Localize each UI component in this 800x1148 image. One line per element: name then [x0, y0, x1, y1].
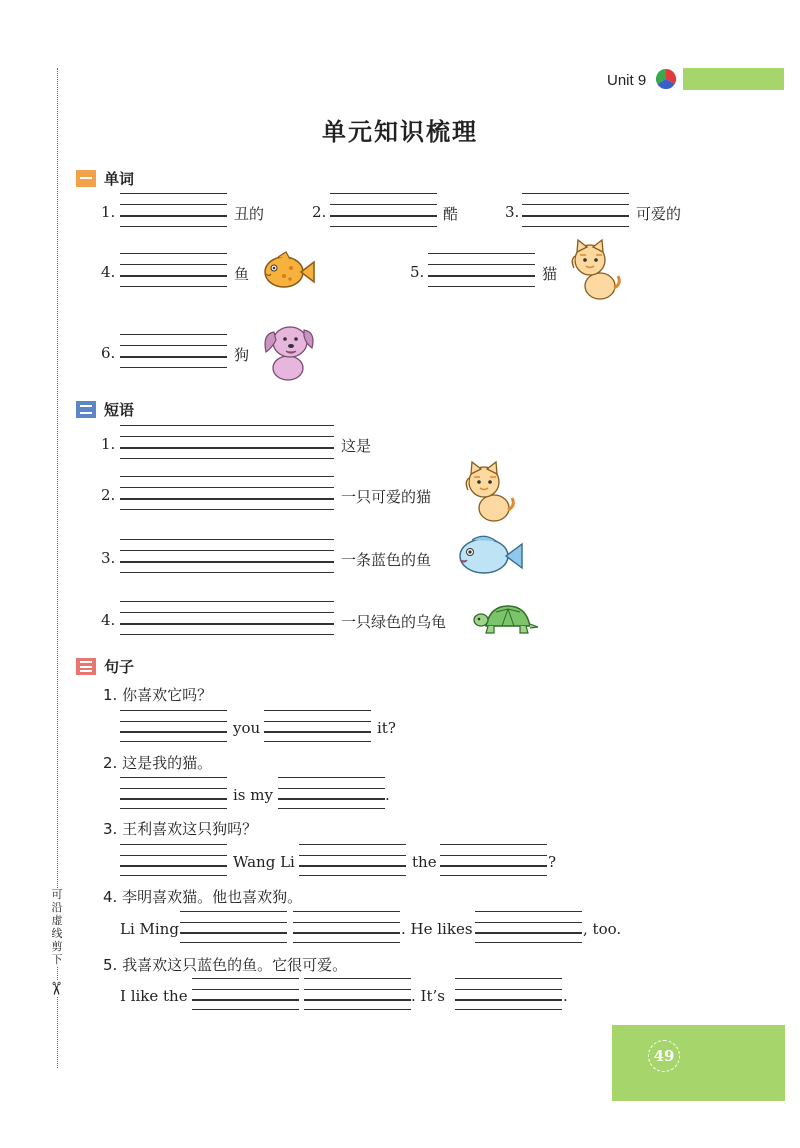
sentence-word: you: [233, 719, 261, 737]
item-number: 1.: [101, 203, 116, 221]
section-label: 短语: [104, 401, 135, 419]
phrase-meaning: 一条蓝色的鱼: [341, 551, 432, 569]
answer-lines[interactable]: [264, 710, 371, 743]
sentence-word: , too.: [583, 920, 622, 938]
section-marker-2: [76, 401, 96, 418]
sentence-word: .: [563, 987, 568, 1005]
answer-lines[interactable]: [120, 777, 227, 810]
unit-label: Unit 9: [607, 72, 647, 89]
answer-lines[interactable]: [120, 193, 227, 229]
page-number-box: [612, 1025, 785, 1101]
cut-instruction: 可沿虚线剪下: [51, 888, 63, 966]
sentence-prompt: 4. 李明喜欢猫。他也喜欢狗。: [103, 888, 303, 906]
item-number: 1.: [101, 435, 116, 453]
turtle-icon: [472, 600, 540, 638]
sentence-prompt: 2. 这是我的猫。: [103, 754, 213, 772]
section-phrases-heading: [76, 399, 134, 420]
sentence-word: Li Ming: [120, 920, 179, 938]
sentence-word: . It’s: [411, 987, 445, 1005]
section-words-heading: [76, 168, 134, 189]
answer-lines[interactable]: [120, 844, 227, 877]
answer-lines[interactable]: [120, 601, 334, 637]
word-meaning: 猫: [542, 265, 558, 283]
sentence-word: it?: [377, 719, 396, 737]
section-label: 句子: [104, 658, 135, 676]
item-number: 6.: [101, 344, 116, 362]
sentence-word: ?: [548, 853, 557, 871]
answer-lines[interactable]: [293, 911, 400, 944]
answer-lines[interactable]: [304, 978, 411, 1011]
word-meaning: 狗: [234, 346, 250, 364]
item-number: 2.: [312, 203, 327, 221]
sentence-word: is my: [233, 786, 273, 804]
item-number: 5.: [410, 263, 425, 281]
section-label: 单词: [104, 170, 135, 188]
item-number: 3.: [101, 549, 116, 567]
answer-lines[interactable]: [120, 425, 334, 461]
answer-lines[interactable]: [120, 476, 334, 512]
item-number: 2.: [101, 486, 116, 504]
sentence-word: Wang Li: [233, 853, 295, 871]
answer-lines[interactable]: [440, 844, 547, 877]
answer-lines[interactable]: [180, 911, 287, 944]
word-meaning: 鱼: [234, 265, 250, 283]
item-number: 4.: [101, 611, 116, 629]
sentence-word: .: [385, 786, 390, 804]
word-meaning: 丑的: [234, 205, 265, 223]
dog-icon: [258, 318, 318, 384]
scissors-icon: ✂: [45, 980, 67, 997]
word-meaning: 酷: [443, 205, 459, 223]
section-marker-1: [76, 170, 96, 187]
sentence-prompt: 3. 王利喜欢这只狗吗？: [103, 820, 258, 838]
answer-lines[interactable]: [330, 193, 437, 229]
answer-lines[interactable]: [120, 334, 227, 370]
answer-lines[interactable]: [299, 844, 406, 877]
cat-icon: [460, 460, 516, 526]
word-meaning: 可爱的: [636, 205, 682, 223]
sentence-word: I like the: [120, 987, 188, 1005]
header-green-bar: [683, 68, 784, 90]
sentence-word: . He likes: [401, 920, 473, 938]
sentence-prompt: 1. 你喜欢它吗？: [103, 686, 213, 704]
answer-lines[interactable]: [120, 539, 334, 575]
answer-lines[interactable]: [192, 978, 299, 1011]
fish-icon: [260, 250, 316, 294]
answer-lines[interactable]: [278, 777, 385, 810]
section-sentences-heading: [76, 656, 134, 677]
phrase-meaning: 这是: [341, 437, 372, 455]
page-number: 49: [648, 1040, 680, 1072]
sentence-prompt: 5. 我喜欢这只蓝色的鱼。它很可爱。: [103, 956, 348, 974]
sentence-word: the: [412, 853, 437, 871]
answer-lines[interactable]: [475, 911, 582, 944]
page-title: 单元知识梳理: [322, 118, 478, 146]
phrase-meaning: 一只可爱的猫: [341, 488, 432, 506]
section-marker-3: [76, 658, 96, 675]
answer-lines[interactable]: [455, 978, 562, 1011]
fish-icon: [454, 532, 524, 580]
answer-lines[interactable]: [428, 253, 535, 289]
item-number: 4.: [101, 263, 116, 281]
answer-lines[interactable]: [522, 193, 629, 229]
color-wheel-icon: [655, 68, 677, 90]
phrase-meaning: 一只绿色的乌龟: [341, 613, 447, 631]
answer-lines[interactable]: [120, 253, 227, 289]
answer-lines[interactable]: [120, 710, 227, 743]
item-number: 3.: [505, 203, 520, 221]
cat-icon: [566, 238, 622, 304]
